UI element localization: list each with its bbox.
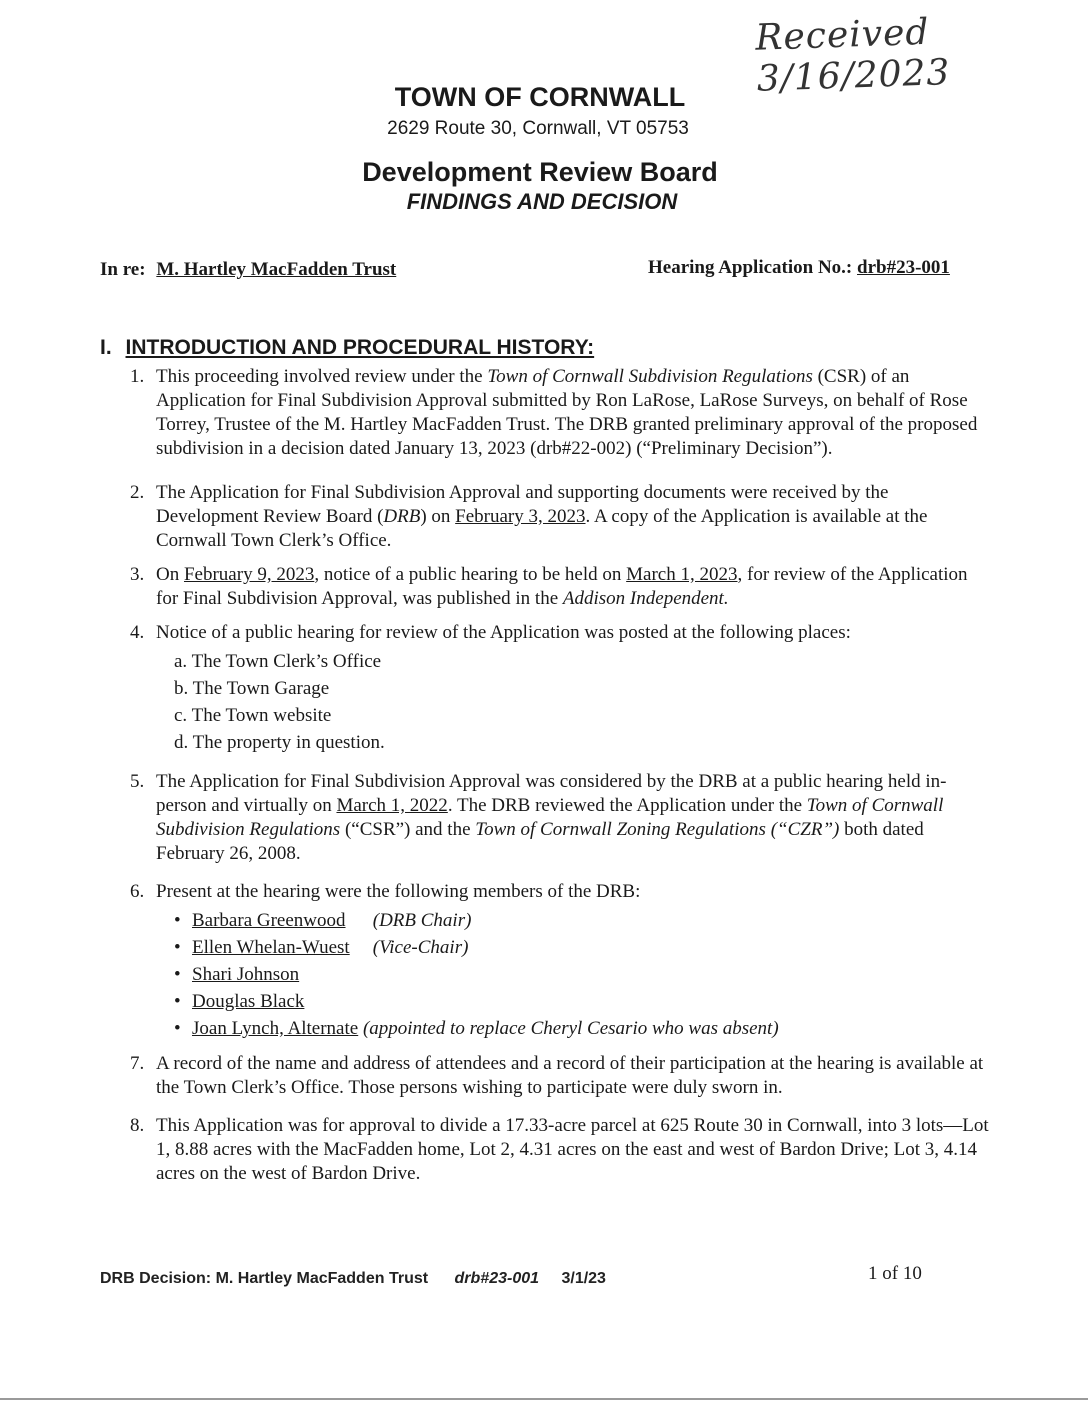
list-item [130, 1114, 990, 1186]
item-text: (“CSR”) and the [340, 819, 476, 840]
footer-title: DRB Decision: M. Hartley MacFadden Trust [100, 1270, 429, 1287]
hearing-number: drb#23-001 [857, 257, 950, 278]
hearing-label: Hearing Application No.: [648, 257, 853, 278]
member-name: Joan Lynch, Alternate [192, 1018, 359, 1039]
section-heading [100, 336, 594, 360]
hearing-held-date: March 1, 2022 [336, 795, 448, 816]
item-text: This proceeding involved review under the [156, 366, 488, 387]
item-number: 8. [130, 1115, 145, 1136]
item-text: Notice of a public hearing for review of the Application was posted at the following places: [156, 622, 851, 643]
posting-place: a. The Town Clerk’s Office [174, 651, 382, 672]
hearing-date: March 1, 2023 [626, 564, 738, 585]
item-text: The Application for Final Subdivision Approval was considered by the DRB at a public hearing held in-person and virtually on [156, 771, 947, 816]
member-name: Douglas Black [192, 991, 305, 1012]
item-text: The Application for Final Subdivision Approval and supporting documents were received by the Development Review Board ( [156, 482, 889, 527]
regulation-title: Town of Cornwall Zoning Regulations (“CZR”) [475, 819, 840, 840]
item-text-italic: DRB [383, 506, 421, 527]
member-name: Shari Johnson [192, 964, 300, 985]
member-item [174, 988, 990, 1015]
member-item [174, 1015, 990, 1042]
item-number: 5. [130, 771, 145, 792]
posting-place: c. The Town website [174, 705, 332, 726]
page-number: 1 of 10 [868, 1263, 922, 1284]
document-subtitle: FINDINGS AND DECISION [406, 189, 678, 214]
item-number: 7. [130, 1053, 145, 1074]
member-role: (Vice-Chair) [372, 937, 469, 958]
received-date: February 3, 2023 [455, 506, 586, 527]
item-number: 6. [130, 881, 145, 902]
applicant-name: M. Hartley MacFadden Trust [156, 259, 397, 280]
page-footer [100, 1270, 606, 1288]
item-text: (CSR) of an Application for Final Subdivision Approval submitted by Ron LaRose, LaRose Surveys, on behalf of Rose Torrey, Trustee of the M. Hartley MacFadden Trust. The DRB granted preliminary approval of the proposed subdivision in a decision dated January 13, 2023 (drb#22-002) (“Preliminary Decision”). [156, 366, 978, 459]
town-title: TOWN OF CORNWALL [394, 82, 686, 112]
item-number: 1. [130, 366, 145, 387]
town-address: 2629 Route 30, Cornwall, VT 05753 [387, 118, 689, 139]
item-number: 3. [130, 564, 145, 585]
notice-date: February 9, 2023 [183, 564, 315, 585]
list-item [130, 621, 990, 756]
section-title: INTRODUCTION AND PROCEDURAL HISTORY: [125, 336, 595, 359]
item-text: , notice of a public hearing to be held on [314, 564, 627, 585]
item-text: both dated February 26, 2008. [156, 819, 924, 864]
in-re-label: In re: [100, 259, 146, 280]
item-text: Present at the hearing were the following members of the DRB: [156, 881, 641, 902]
section-number: I. [100, 336, 112, 359]
item-text: A record of the name and address of attendees and a record of their participation at the hearing is available at the Town Clerk’s Office. Those persons wishing to participate were duly sworn in. [156, 1053, 984, 1098]
item-text: . A copy of the Application is available at the Cornwall Town Clerk’s Office. [156, 506, 928, 551]
posting-places [156, 648, 990, 756]
list-item [130, 770, 990, 866]
received-stamp: Received 3/16/2023 [754, 11, 952, 100]
newspaper-name: Addison Independent. [562, 588, 729, 609]
item-text-italic: Town of Cornwall Subdivision Regulations [487, 366, 813, 387]
item-text: ) on [420, 506, 456, 527]
list-item [130, 563, 990, 611]
item-text: This Application was for approval to divide a 17.33-acre parcel at 625 Route 30 in Cornwall, into 3 lots—Lot 1, 8.88 acres with the MacFadden home, Lot 2, 4.31 acres on the east and west of Bardon Drive; Lot 3, 4.14 acres on the west of Bardon Drive. [156, 1115, 989, 1184]
scan-edge-line [0, 1398, 1088, 1400]
item-number: 4. [130, 622, 145, 643]
procedural-history-list [130, 360, 990, 1186]
list-item [130, 1052, 990, 1100]
footer-case-number: drb#23-001 [454, 1270, 540, 1287]
footer-date: 3/1/23 [561, 1270, 606, 1287]
board-title: Development Review Board [362, 157, 718, 187]
member-item [174, 961, 990, 988]
list-item [130, 880, 990, 1042]
member-item [174, 934, 990, 961]
item-text: . The DRB reviewed the Application under the [447, 795, 807, 816]
item-text: , for review of the Application for Final Subdivision Approval, was published in the [156, 564, 968, 609]
member-list [156, 907, 990, 1042]
list-item [130, 481, 990, 553]
list-item [130, 365, 990, 461]
item-text: On [156, 564, 184, 585]
in-re-line [100, 259, 396, 281]
member-role: (DRB Chair) [372, 910, 472, 931]
posting-place: b. The Town Garage [174, 678, 330, 699]
member-role: (appointed to replace Cheryl Cesario who was absent) [362, 1018, 779, 1039]
posting-place: d. The property in question. [174, 732, 385, 753]
member-name: Ellen Whelan-Wuest [192, 937, 350, 958]
item-number: 2. [130, 482, 145, 503]
member-item [174, 907, 990, 934]
hearing-application-line [648, 257, 950, 279]
member-name: Barbara Greenwood [192, 910, 346, 931]
regulation-title: Town of Cornwall Subdivision Regulations [156, 795, 944, 840]
